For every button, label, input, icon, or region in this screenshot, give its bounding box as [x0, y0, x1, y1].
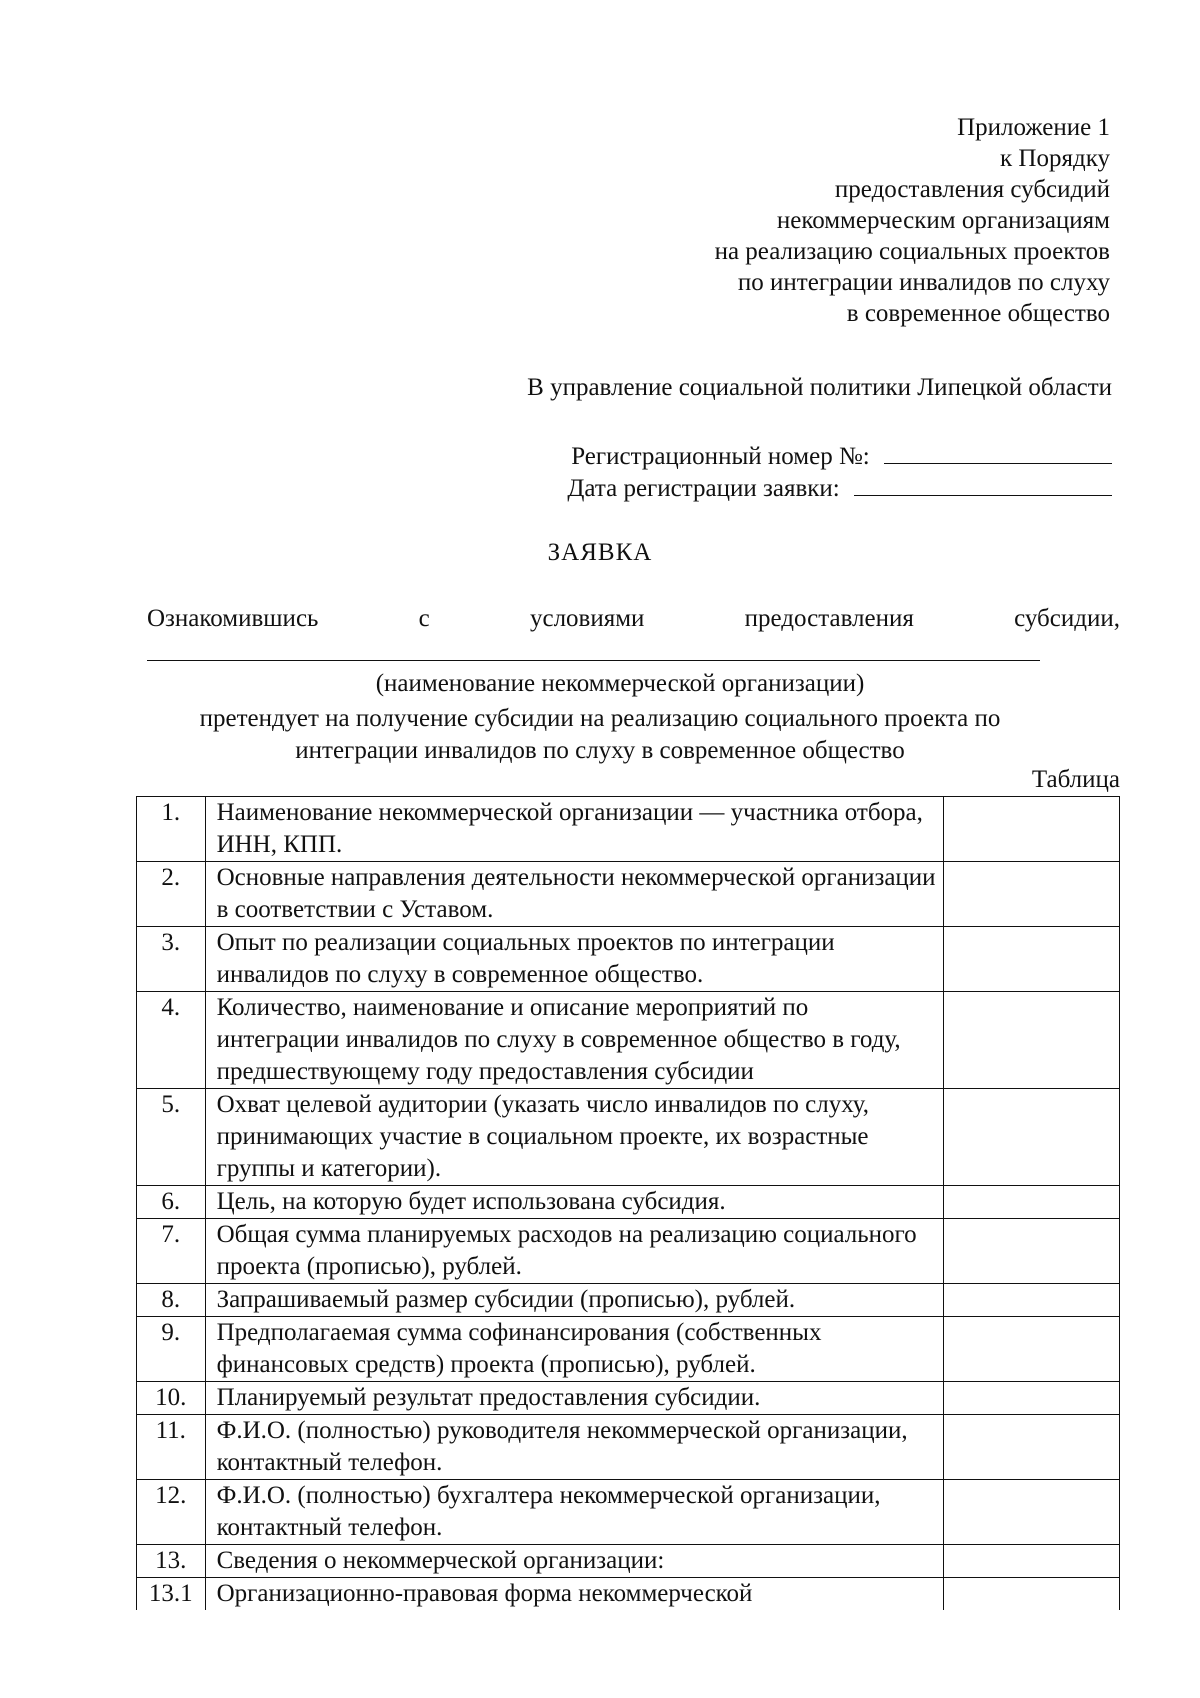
row-value-cell	[944, 992, 1120, 1089]
row-number: 7.	[137, 1219, 206, 1284]
row-value-cell	[944, 1415, 1120, 1480]
intro-line	[147, 605, 1120, 633]
row-value-cell	[944, 797, 1120, 862]
organization-name-blank	[147, 660, 1040, 661]
row-number: 13.	[137, 1545, 206, 1578]
row-value-cell	[944, 1578, 1120, 1611]
table-row	[137, 1545, 1120, 1578]
table-row	[137, 1186, 1120, 1219]
row-text: Основные направления деятельности некоммерческой организации в соответствии с Уставом.	[205, 862, 944, 927]
row-value-cell	[944, 1480, 1120, 1545]
claim-line: претендует на получение субсидии на реализацию социального проекта по	[199, 705, 1001, 732]
registration-number-label: Регистрационный номер №:	[571, 443, 870, 470]
row-value-cell	[944, 862, 1120, 927]
row-text: Предполагаемая сумма софинансирования (собственных финансовых средств) проекта (прописью), рублей.	[205, 1317, 944, 1382]
organization-name-caption: (наименование некоммерческой организации)	[375, 670, 865, 697]
row-number: 4.	[137, 992, 206, 1089]
row-number: 11.	[137, 1415, 206, 1480]
registration-date-blank	[854, 473, 1112, 496]
claim-line: интеграции инвалидов по слуху в современное общество	[295, 737, 905, 764]
row-text: Опыт по реализации социальных проектов по интеграции инвалидов по слуху в современное общество.	[205, 927, 944, 992]
row-number: 9.	[137, 1317, 206, 1382]
row-text: Сведения о некоммерческой организации:	[205, 1545, 944, 1578]
table-row	[137, 1382, 1120, 1415]
appendix-line: Приложение 1	[957, 114, 1110, 141]
table-row	[137, 1284, 1120, 1317]
document-title: ЗАЯВКА	[547, 539, 653, 566]
row-value-cell	[944, 927, 1120, 992]
row-text: Общая сумма планируемых расходов на реализацию социального проекта (прописью), рублей.	[205, 1219, 944, 1284]
application-table	[136, 796, 1120, 1610]
table-row	[137, 1317, 1120, 1382]
row-value-cell	[944, 1089, 1120, 1186]
appendix-line: к Порядку	[1000, 145, 1110, 172]
table-row	[137, 927, 1120, 992]
row-value-cell	[944, 1545, 1120, 1578]
table-caption: Таблица	[1031, 766, 1120, 793]
row-number: 1.	[137, 797, 206, 862]
appendix-line: на реализацию социальных проектов	[714, 238, 1110, 265]
row-number: 2.	[137, 862, 206, 927]
row-text: Цель, на которую будет использована субсидия.	[205, 1186, 944, 1219]
row-number: 12.	[137, 1480, 206, 1545]
row-number: 5.	[137, 1089, 206, 1186]
appendix-line: предоставления субсидий	[834, 176, 1110, 203]
row-value-cell	[944, 1284, 1120, 1317]
addressee: В управление социальной политики Липецкой области	[527, 374, 1112, 401]
row-text: Наименование некоммерческой организации — участника отбора, ИНН, КПП.	[205, 797, 944, 862]
row-number: 8.	[137, 1284, 206, 1317]
row-value-cell	[944, 1317, 1120, 1382]
registration-date-label: Дата регистрации заявки:	[567, 475, 840, 502]
row-value-cell	[944, 1219, 1120, 1284]
table-row	[137, 1415, 1120, 1480]
row-number: 10.	[137, 1382, 206, 1415]
row-text: Охват целевой аудитории (указать число инвалидов по слуху, принимающих участие в социальном проекте, их возрастные группы и категории).	[205, 1089, 944, 1186]
table-row	[137, 1578, 1120, 1611]
table-row	[137, 1089, 1120, 1186]
table-row	[137, 1219, 1120, 1284]
row-text: Организационно-правовая форма некоммерческой	[205, 1578, 944, 1611]
row-value-cell	[944, 1382, 1120, 1415]
table-row	[137, 992, 1120, 1089]
appendix-header	[715, 112, 1110, 329]
intro-word: условиями	[529, 605, 645, 632]
appendix-line: некоммерческим организациям	[776, 207, 1110, 234]
row-text: Ф.И.О. (полностью) руководителя некоммерческой организации, контактный телефон.	[205, 1415, 944, 1480]
row-number: 13.1	[137, 1578, 206, 1611]
row-number: 6.	[137, 1186, 206, 1219]
claim-text	[0, 703, 1200, 767]
intro-word: с	[418, 605, 430, 632]
intro-word: Ознакомившись	[147, 605, 319, 632]
appendix-line: в современное общество	[846, 300, 1110, 327]
row-text: Запрашиваемый размер субсидии (прописью), рублей.	[205, 1284, 944, 1317]
registration-date	[567, 473, 1112, 504]
table-row	[137, 797, 1120, 862]
row-value-cell	[944, 1186, 1120, 1219]
row-text: Планируемый результат предоставления субсидии.	[205, 1382, 944, 1415]
table-row	[137, 862, 1120, 927]
registration-number-blank	[884, 441, 1112, 464]
row-text: Ф.И.О. (полностью) бухгалтера некоммерческой организации, контактный телефон.	[205, 1480, 944, 1545]
intro-word: субсидии,	[1014, 605, 1120, 632]
row-number: 3.	[137, 927, 206, 992]
table-row	[137, 1480, 1120, 1545]
row-text: Количество, наименование и описание мероприятий по интеграции инвалидов по слуху в современное общество в году, предшествующему году предоставления субсидии	[205, 992, 944, 1089]
intro-word: предоставления	[744, 605, 914, 632]
appendix-line: по интеграции инвалидов по слуху	[737, 269, 1110, 296]
registration-number	[571, 441, 1112, 472]
